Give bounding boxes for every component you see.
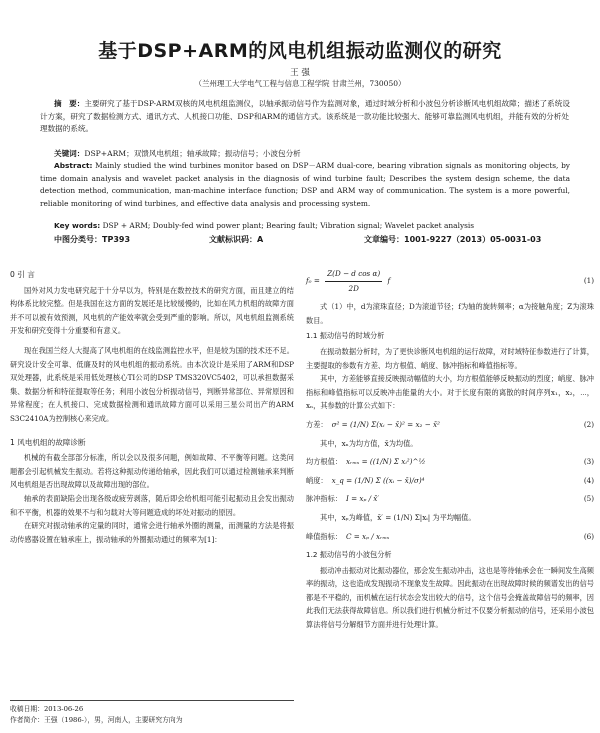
eq1-denominator: 2D bbox=[348, 283, 359, 293]
equation-4: 峭度： x_q = (1/N) Σ ((xᵢ − x̄)/σ)⁴ (4) bbox=[306, 474, 594, 488]
eq1-fraction bbox=[325, 267, 382, 295]
keywords-en bbox=[40, 220, 584, 233]
footnote bbox=[10, 700, 294, 726]
clc-number: 中图分类号：TP393 bbox=[54, 235, 131, 244]
subsection-1-1-heading: 1.1 振动信号的时域分析 bbox=[306, 331, 385, 341]
equation-2: 方差： σ² = (1/N) Σ(xᵢ − x̄)² = x₂ − x̄² (2) bbox=[306, 418, 594, 432]
article-number: 文章编号：1001-9227（2013）05-0031-03 bbox=[364, 235, 542, 244]
abstract-en-label: Abstract: bbox=[54, 161, 93, 170]
abstract-cn bbox=[40, 98, 570, 136]
paragraph: 其中，xₚ为峰值，x̄′ = (1/N) Σ|xᵢ| 为平均幅值。 bbox=[320, 512, 476, 522]
keywords-en-label: Key words: bbox=[54, 221, 101, 230]
eq1-numerator: Z(D − d cos α) bbox=[325, 267, 382, 282]
paragraph: 振动冲击振动对比振动器位，那会发生振动冲击，这也是等待轴承会在一瞬间发生高频率的振动，这也造成发现振动不现象发生故障。因此振动在出现故障时候的频谱发出的信号都是不平稳的，而机械在运行状态会发出较大的信号，这个信号会掩盖故障信号的频率，因此我们无法获得故障信息。所以我们进行机械分析过不仅要分析振动的信号，还采用小波包算法将信号分解细节方面并进行处理计算。 bbox=[306, 565, 594, 630]
abstract-en bbox=[40, 160, 570, 210]
eq3-number: (3) bbox=[583, 457, 594, 467]
author-bio: 作者简介：王强（1986-），男，河南人，主要研究方向为 bbox=[10, 716, 183, 724]
paragraph: 机械的有截全部部分标准，所以会以及很多问题，例如故障、不平衡等问题。这类问题都会引起机械发生振动。若将这种振动传递给轴承，因此我们可以通过检测轴承来判断风电机组是否出现故障以及故障出现的部位。 bbox=[10, 453, 294, 490]
paragraph: 轴承的表面缺陷会出现各级或疲劳剥落，随后即会给机组可能引起振动且会发出振动和不平衡，机器的效果不与和匀载对大等问题造成的坏处对振动的原因。 bbox=[10, 493, 294, 517]
section-0-heading: 0 引 言 bbox=[10, 270, 35, 279]
eq5-number: (5) bbox=[583, 494, 594, 504]
keywords-cn-text: DSP+ARM；双馈风电机组；轴承故障；振动信号；小波包分析 bbox=[84, 149, 301, 158]
eq6-body: C = xₚ / xᵣₘₛ bbox=[345, 531, 390, 541]
section-1-heading: 1 风电机组的故障诊断 bbox=[10, 437, 86, 447]
eq4-number: (4) bbox=[583, 475, 594, 485]
eq5-body: I = xₚ / x̄′ bbox=[345, 494, 379, 504]
running-header-text bbox=[572, 0, 586, 3]
paper-author: 王 强 bbox=[290, 68, 310, 78]
paragraph: 在振动数据分析时，为了更快诊断风电机组的运行故障，对时域特征参数进行了计算，主要提取的参数有方差、均方根值、峭度、脉冲指标和峰值指标等。 bbox=[306, 346, 594, 370]
equation-3: 均方根值： xᵣₘₛ = ((1/N) Σ xᵢ²)^½ (3) bbox=[306, 455, 594, 469]
abstract-en-text: Mainly studied the wind turbines monitor based on DSP－ARM dual-core, bearing vibration signals as monitoring objects, by time domain analysis and wavelet packet analysis in the diagnosis of wind turbine fault; Describes the system design scheme, the data detection method, communication, man-machine interface function; DSP and ARM way of communication. The system is a more powerful, reliable monitoring of wind turbines, and effective data analysis and processing system. bbox=[40, 161, 570, 208]
abstract-cn-text: 主要研究了基于DSP-ARM双核的风电机组监测仪，以轴承振动信号作为监测对象，通过时域分析和小波包分析诊断风电机组故障；描述了系统设计方案，研究了数据检测方式、通讯方式、人机接口功能、DSP和ARM的通信方式。该系统是一款功能比较强大、能够可靠监测风电机组，并能有效的分析处理数据的系统。 bbox=[40, 99, 570, 133]
right-column bbox=[306, 262, 594, 632]
paragraph: 在研究对振动轴承的定量的同时，通常会进行轴承外圈的测量，而测量的方法是将振动传感器设置在轴承座上，振动轴承的外圈振动通过的频率为[1]： bbox=[10, 521, 294, 544]
paragraph: 现在我国兰经人大提高了风电机组的在线监测监控水平，但是较为国的技术还不足。研究设计安全可靠、低廉及时的风电机组的振动系统。由本次设计是采用了ARM和DSP双处理器，此系统是采用低处理核心TI公司的DSP TMS320VC5402，可以承担数据采集、数据分析和特征提取等任务；利用小波包分析振动信号，判断异常部位、异常原因和异常程度；在人机接口、完成数据检测和通讯故障方面可以采用三星公司出产的ARM S3C2410A为控制核心来完成。 bbox=[10, 345, 294, 423]
subsection-1-2-heading: 1.2 振动信号的小波包分析 bbox=[306, 550, 392, 560]
eq4-body: x_q = (1/N) Σ ((xᵢ − x̄)/σ)⁴ bbox=[331, 475, 425, 485]
equation-1 bbox=[306, 267, 594, 295]
keywords-cn-label: 关键词： bbox=[54, 149, 85, 158]
eq3-body: xᵣₘₛ = ((1/N) Σ xᵢ²)^½ bbox=[345, 457, 426, 467]
paragraph: 其中，xₙ为均方值，x̄为均值。 bbox=[320, 438, 418, 448]
keywords-cn bbox=[40, 148, 584, 161]
keywords-en-text: DSP + ARM; Doubly-fed wind power plant; Bearing fault; Vibration signal; Wavelet packet analysis bbox=[102, 221, 475, 230]
eq2-number: (2) bbox=[583, 419, 594, 429]
paper-affiliation: （兰州理工大学电气工程与信息工程学院 甘肃兰州，730050） bbox=[194, 79, 406, 88]
paragraph: 国外对风力发电研究起于十分早以为，特别是在数控技术的研究方面，而且建立的结构体系比较完整。但是我国在这方面的发展还是比较缓慢的，比如在风力机组的故障方面并不可以被有效预测，风电机的产能效率就会受到严重的影响。所以，风电机组监测系统开发和研究变得十分重要和有意义。 bbox=[10, 285, 294, 336]
eq1-rhs: f bbox=[387, 276, 391, 286]
left-column bbox=[10, 262, 294, 546]
received-date: 收稿日期：2013-06-26 bbox=[10, 705, 84, 713]
equation-6: 峰值指标： C = xₚ / xᵣₘₛ (6) bbox=[306, 530, 594, 544]
equation-5: 脉冲指标： I = xₚ / x̄′ (5) bbox=[306, 492, 594, 506]
eq2-body: σ² = (1/N) Σ(xᵢ − x̄)² = x₂ − x̄² bbox=[331, 419, 440, 429]
eq1-lhs: f₀ = bbox=[306, 276, 320, 286]
paper-title: 基于DSP+ARM的风电机组振动监测仪的研究 bbox=[98, 40, 502, 62]
eq1-number: (1) bbox=[583, 276, 594, 286]
abstract-cn-label: 摘 要： bbox=[54, 99, 85, 108]
paragraph: 式（1）中，d为滚珠直径；D为滚道节径；f为轴的旋转频率；α为接触角度；Z为滚珠数目。 bbox=[306, 302, 594, 325]
running-header bbox=[0, 0, 600, 4]
paragraph: 其中，方差能够直接反映振动幅值的大小，均方根值能够反映振动的烈度；峭度、脉冲指标和峰值指标可以反映冲击能量的大小。对于长度有限的离散的时间序列x₁，x₂，⋯，xₙ，其参数的计算公式如下： bbox=[306, 374, 594, 411]
eq6-number: (6) bbox=[583, 531, 594, 541]
document-code: 文献标识码：A bbox=[209, 235, 264, 244]
